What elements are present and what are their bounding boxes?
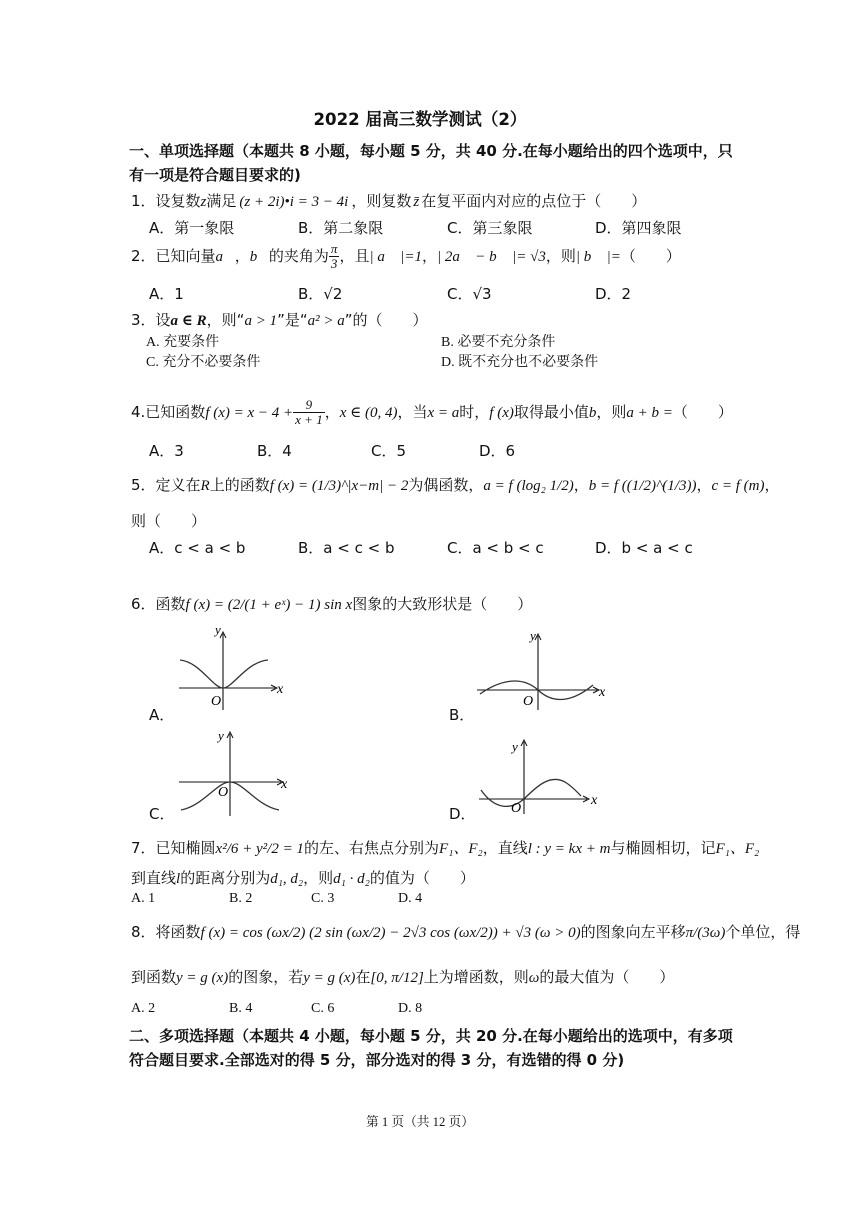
text: 7．已知椭圆 [131, 839, 216, 857]
curve [481, 779, 581, 806]
graph-d [475, 736, 615, 816]
text: ”的（ ） [344, 311, 428, 329]
option-d: D．2 [595, 285, 632, 303]
text: 的最大值为（ ） [539, 968, 675, 986]
y-label: y [512, 739, 518, 754]
text: 的距离分别为 [180, 869, 271, 887]
math: a = f (log₂ 1/2) [483, 478, 574, 494]
option-a: A．第一象限 [149, 219, 235, 237]
option-b: B．第二象限 [298, 219, 384, 237]
text: ，当 [397, 403, 428, 421]
text: 在 [355, 968, 371, 986]
x-label: x [281, 777, 288, 792]
question-7-stem [131, 837, 759, 858]
option-d: D. 8 [398, 1001, 423, 1016]
option-c: C．5 [371, 442, 407, 460]
section-1-line-2: 有一项是符合题目要求的) [129, 166, 301, 184]
math: x ∈ (0, 4) [339, 405, 398, 421]
text: ， [324, 403, 340, 421]
numerator: 9 [293, 398, 325, 413]
math: b = f ((1/2)^(1/3)) [588, 478, 697, 494]
math: b [588, 405, 597, 421]
text: 的图象向左平移 [580, 923, 686, 941]
page-title: 2022 届高三数学测试（2） [313, 110, 527, 130]
math: F₁、F₂ [715, 841, 760, 857]
math: l : y = kx + m [527, 841, 611, 857]
question-2-stem [131, 242, 681, 271]
text: 到直线 [131, 869, 177, 887]
graph-c [175, 728, 295, 818]
x-label: x [591, 793, 598, 808]
math: f (x) [489, 405, 514, 421]
math: a > 1 [244, 313, 278, 329]
math: z̄ [413, 194, 420, 210]
math: y = g (x) [176, 970, 229, 986]
text: ，则 [596, 403, 627, 421]
question-8-stem [131, 921, 800, 942]
text: 6．函数 [131, 595, 186, 613]
option-a: A. 1 [131, 891, 156, 906]
math: | b⃗ |= [575, 249, 621, 265]
denominator: x + 1 [295, 412, 323, 427]
math: [0, π/12] [370, 970, 424, 986]
y-label: y [215, 622, 221, 637]
math: y = g (x) [303, 970, 356, 986]
math: R [200, 478, 210, 494]
option-c: C．第三象限 [447, 219, 533, 237]
option-c-label: C． [149, 805, 175, 823]
math: z [200, 194, 207, 210]
option-b: B．√2 [298, 285, 343, 303]
question-3-stem [131, 309, 428, 330]
option-a: A. 充要条件 [146, 335, 220, 350]
math: d₁ · d₂ [333, 871, 370, 887]
origin-label: O [218, 785, 229, 800]
text: ， [422, 247, 438, 265]
option-b: B．a < c < b [298, 539, 395, 557]
question-5-stem [131, 474, 780, 495]
fraction [329, 242, 340, 271]
text: 的夹角为 [268, 247, 329, 265]
math: d₁, d₂ [270, 871, 304, 887]
text: 上的函数 [209, 476, 270, 494]
math: f (x) = x − 4 + [205, 405, 294, 421]
math: a + b = [626, 405, 673, 421]
math: | a⃗ |=1 [369, 249, 422, 265]
text: 8．将函数 [131, 923, 201, 941]
text: 5．定义在 [131, 476, 201, 494]
text: 满足 [206, 192, 237, 210]
option-d-label: D． [449, 805, 476, 823]
text: 为偶函数， [408, 476, 484, 494]
text: ，且 [339, 247, 370, 265]
math: a⃗ [215, 249, 235, 265]
section-1-line-1: 一、单项选择题（本题共 8 小题，每小题 5 分，共 40 分.在每小题给出的四个选项中，只 [129, 142, 733, 160]
text: ， [764, 476, 780, 494]
option-c: C. 充分不必要条件 [146, 355, 261, 370]
question-6-stem [131, 593, 532, 614]
option-c: C. 6 [311, 1001, 335, 1016]
text: 个单位，得 [725, 923, 801, 941]
page-footer: 第 1 页（共 12 页） [366, 1114, 474, 1129]
text: ，则复数 [351, 192, 412, 210]
option-a: A．3 [149, 442, 184, 460]
text: ”是“ [277, 311, 308, 329]
text: ， [573, 476, 589, 494]
option-d: D．b < a < c [595, 539, 693, 557]
text: ，则 [303, 869, 334, 887]
text: ， [234, 247, 250, 265]
option-b: B. 2 [229, 891, 253, 906]
x-label: x [599, 685, 606, 700]
math: x²/6 + y²/2 = 1 [215, 841, 304, 857]
math: π/(3ω) [685, 925, 726, 941]
question-7-stem-line-2 [131, 867, 475, 888]
origin-label: O [211, 694, 222, 709]
numerator: π [330, 241, 338, 256]
text: 的左、右焦点分别为 [303, 839, 439, 857]
text: 4.已知函数 [131, 403, 206, 421]
text: （ ） [620, 247, 681, 265]
text: ，直线 [482, 839, 528, 857]
option-c: C．a < b < c [447, 539, 544, 557]
option-b: B．4 [257, 442, 292, 460]
option-a: A．c < a < b [149, 539, 246, 557]
text: ，则 [545, 247, 576, 265]
section-2-line-2: 符合题目要求.全部选对的得 5 分，部分选对的得 3 分，有选错的得 0 分) [129, 1051, 625, 1069]
question-8-stem-line-2 [131, 966, 674, 987]
text: 的图象，若 [228, 968, 304, 986]
math: c = f (m) [711, 478, 765, 494]
text: 1．设复数 [131, 192, 201, 210]
option-b: B. 必要不充分条件 [441, 335, 556, 350]
text: （ ） [672, 403, 733, 421]
option-d: D. 4 [398, 891, 423, 906]
math: ω [528, 970, 540, 986]
option-b: B. 4 [229, 1001, 253, 1016]
math: (z + 2i)•i = 3 − 4i [239, 194, 349, 210]
text: 时， [459, 403, 490, 421]
text: ， [696, 476, 712, 494]
math: x = a [427, 405, 460, 421]
text: 的值为（ ） [369, 869, 475, 887]
y-label: y [218, 728, 224, 743]
text: 图象的大致形状是（ ） [352, 595, 533, 613]
math: f (x) = (2/(1 + eˣ) − 1) sin x [185, 597, 353, 613]
text: 取得最小值 [513, 403, 589, 421]
option-c: C. 3 [311, 891, 335, 906]
question-4-stem [131, 398, 733, 427]
option-a: A. 2 [131, 1001, 156, 1016]
graph-b [475, 630, 615, 712]
question-1-stem [131, 190, 646, 211]
denominator: 3 [330, 256, 338, 271]
fraction [293, 398, 325, 427]
option-c: C．√3 [447, 285, 492, 303]
origin-label: O [511, 801, 522, 816]
text: 与椭圆相切，记 [610, 839, 716, 857]
math: a² > a [307, 313, 345, 329]
origin-label: O [523, 694, 534, 709]
text: ，则“ [206, 311, 245, 329]
text: 在复平面内对应的点位于（ ） [421, 192, 647, 210]
text: 3．设 [131, 311, 171, 329]
option-d: D．第四象限 [595, 219, 682, 237]
option-d: D. 既不充分也不必要条件 [441, 355, 599, 370]
option-a: A．1 [149, 285, 184, 303]
option-d: D．6 [479, 442, 516, 460]
y-label: y [530, 628, 536, 643]
math: | 2a⃗ − b⃗ |= √3 [437, 249, 546, 265]
text: 上为增函数，则 [423, 968, 529, 986]
math: a ∈ R [170, 313, 207, 329]
question-5-stem-line-2: 则（ ） [131, 512, 207, 530]
math: l [176, 871, 181, 887]
graph-a [175, 620, 295, 710]
option-b-label: B． [449, 706, 475, 724]
section-2-line-1: 二、多项选择题（本题共 4 小题，每小题 5 分，共 20 分.在每小题给出的选项中，有多项 [129, 1027, 733, 1045]
math: b⃗ [249, 249, 269, 265]
x-label: x [277, 682, 284, 697]
option-a-label: A． [149, 706, 175, 724]
math: f (x) = (1/3)^|x−m| − 2 [269, 478, 409, 494]
math: F₁、F₂ [438, 841, 483, 857]
text: 2．已知向量 [131, 247, 216, 265]
text: 到函数 [131, 968, 177, 986]
curve [180, 660, 268, 688]
math: f (x) = cos (ωx/2) (2 sin (ωx/2) − 2√3 cos (ωx/2)) + √3 (ω > 0) [200, 925, 581, 941]
